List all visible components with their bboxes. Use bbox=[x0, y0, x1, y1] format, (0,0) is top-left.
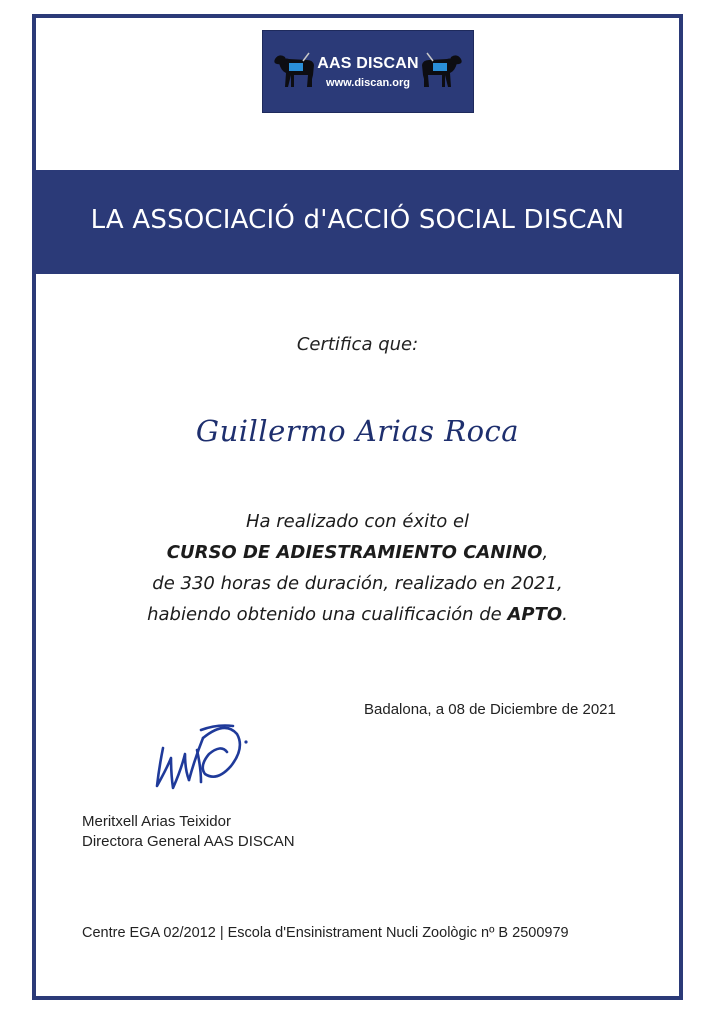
body-line-4 bbox=[32, 599, 683, 630]
body-line-3: de 330 horas de duración, realizado en 2021, bbox=[152, 573, 563, 594]
guide-dog-icon bbox=[269, 51, 319, 91]
certificate-body bbox=[32, 506, 683, 630]
grade-suffix: . bbox=[562, 604, 568, 625]
body-line-2 bbox=[32, 537, 683, 568]
header-band bbox=[32, 170, 683, 274]
logo-name: AAS DISCAN bbox=[317, 55, 419, 72]
footer-registration: Centre EGA 02/2012 | Escola d'Ensinistrament Nucli Zoològic nº B 2500979 bbox=[82, 925, 569, 941]
certifies-intro: Certifica que: bbox=[296, 334, 419, 355]
course-suffix: , bbox=[542, 542, 549, 563]
guide-dog-icon bbox=[417, 51, 467, 91]
grade: APTO bbox=[507, 604, 563, 625]
place-and-date: Badalona, a 08 de Diciembre de 2021 bbox=[364, 701, 616, 718]
organization-title: LA ASSOCIACIÓ d'ACCIÓ SOCIAL DISCAN bbox=[90, 205, 625, 235]
signer-title: Directora General AAS DISCAN bbox=[82, 833, 295, 850]
body-line-1: Ha realizado con éxito el bbox=[245, 511, 470, 532]
handwritten-signature bbox=[145, 708, 255, 798]
signer-name: Meritxell Arias Teixidor bbox=[82, 813, 231, 830]
aas-discan-logo bbox=[262, 30, 474, 113]
course-name: CURSO DE ADIESTRAMIENTO CANINO bbox=[166, 542, 543, 563]
logo-url: www.discan.org bbox=[326, 77, 410, 89]
recipient-name: Guillermo Arias Roca bbox=[195, 414, 520, 448]
grade-prefix: habiendo obtenido una cualificación de bbox=[147, 604, 508, 625]
